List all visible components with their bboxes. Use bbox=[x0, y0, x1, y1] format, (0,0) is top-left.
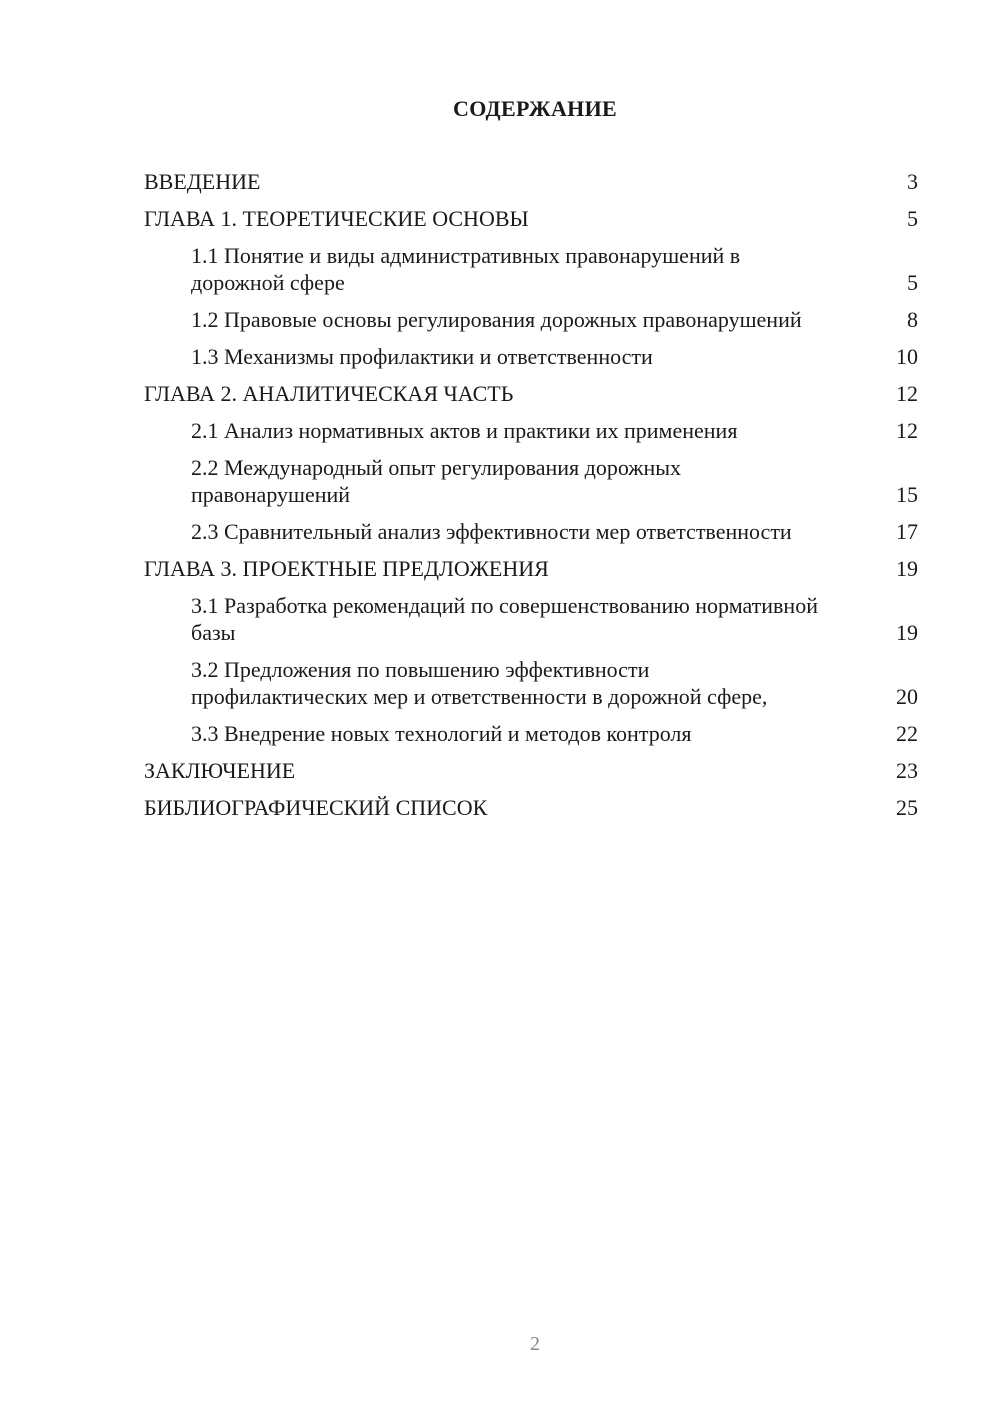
toc-entry-label: БИБЛИОГРАФИЧЕСКИЙ СПИСОК bbox=[144, 795, 488, 820]
toc-entry-page: 23 bbox=[896, 758, 918, 783]
toc-entry-page: 25 bbox=[896, 795, 918, 820]
toc-entry-label: 3.3 Внедрение новых технологий и методов контроля bbox=[191, 721, 692, 746]
toc-entry bbox=[144, 205, 918, 232]
toc-entry-label: 3.2 Предложения по повышению эффективности профилактических мер и ответственности в дорожной сфере, bbox=[191, 657, 768, 709]
toc-subentry bbox=[144, 592, 918, 646]
toc-entry-label: 3.1 Разработка рекомендаций по совершенствованию нормативной базы bbox=[191, 593, 818, 645]
toc-entry-page: 20 bbox=[896, 684, 918, 709]
toc-entry bbox=[144, 757, 918, 784]
toc-entry bbox=[144, 168, 918, 195]
toc-entry-label: 2.2 Международный опыт регулирования дорожных правонарушений bbox=[191, 455, 682, 507]
toc-subentry bbox=[144, 343, 918, 370]
toc-entry-label: ВВЕДЕНИЕ bbox=[144, 169, 261, 194]
toc-entry-page: 19 bbox=[896, 620, 918, 645]
toc-entry-page: 10 bbox=[896, 344, 918, 369]
toc-subentry bbox=[144, 306, 918, 333]
toc-entry-label: ЗАКЛЮЧЕНИЕ bbox=[144, 758, 296, 783]
toc-entry bbox=[144, 380, 918, 407]
toc-subentry bbox=[144, 454, 918, 508]
toc-subentry bbox=[144, 518, 918, 545]
toc-entry bbox=[144, 794, 918, 821]
toc-subentry bbox=[144, 656, 918, 710]
toc-entry-page: 12 bbox=[896, 418, 918, 443]
toc-entry-page: 19 bbox=[896, 556, 918, 581]
toc-heading: СОДЕРЖАНИЕ bbox=[453, 96, 617, 121]
toc-entry-label: 2.3 Сравнительный анализ эффективности мер ответственности bbox=[191, 519, 792, 544]
toc-entry-page: 3 bbox=[907, 169, 918, 194]
toc-entry-page: 17 bbox=[896, 519, 918, 544]
toc-entry bbox=[144, 555, 918, 582]
toc-entry-page: 12 bbox=[896, 381, 918, 406]
toc-entry-label: 1.2 Правовые основы регулирования дорожных правонарушений bbox=[191, 307, 802, 332]
toc-entry-page: 8 bbox=[907, 307, 918, 332]
toc-entry-page: 5 bbox=[907, 206, 918, 231]
toc-subentry bbox=[144, 242, 918, 296]
toc-subentry bbox=[144, 417, 918, 444]
toc-entry-label: ГЛАВА 1. ТЕОРЕТИЧЕСКИЕ ОСНОВЫ bbox=[144, 206, 529, 231]
page-number: 2 bbox=[530, 1333, 540, 1355]
toc-entry-label: ГЛАВА 3. ПРОЕКТНЫЕ ПРЕДЛОЖЕНИЯ bbox=[144, 556, 549, 581]
toc-entry-page: 22 bbox=[896, 721, 918, 746]
toc-entry-label: 1.3 Механизмы профилактики и ответственности bbox=[191, 344, 653, 369]
toc-subentry bbox=[144, 720, 918, 747]
table-of-contents bbox=[144, 168, 918, 831]
toc-entry-label: 1.1 Понятие и виды административных правонарушений в дорожной сфере bbox=[191, 243, 741, 295]
toc-entry-label: ГЛАВА 2. АНАЛИТИЧЕСКАЯ ЧАСТЬ bbox=[144, 381, 514, 406]
toc-entry-label: 2.1 Анализ нормативных актов и практики их применения bbox=[191, 418, 738, 443]
toc-entry-page: 5 bbox=[907, 270, 918, 295]
toc-entry-page: 15 bbox=[896, 482, 918, 507]
